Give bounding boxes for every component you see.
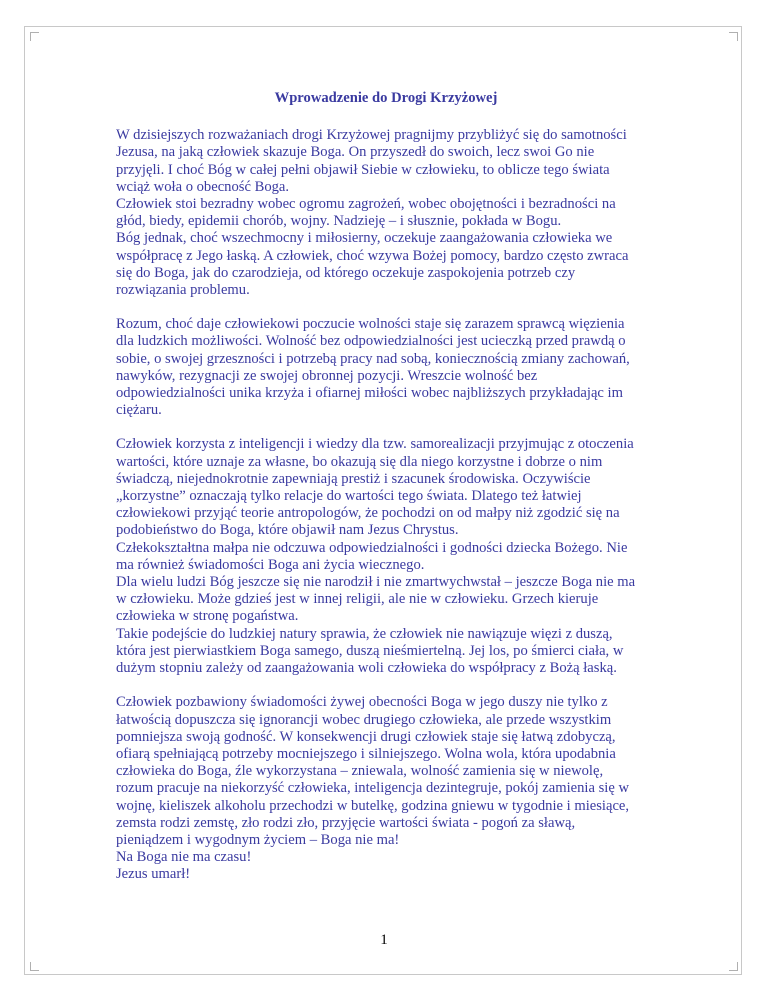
text-line: się do Boga, jak do czarodzieja, od którego oczekuje zaspokojenia potrzeb czy (116, 264, 576, 281)
text-line: głód, biedy, epidemii chorób, wojny. Nadzieję – i słusznie, pokłada w Bogu. (116, 213, 562, 230)
text-line: odpowiedzialności unika krzyża i ofiarnej miłości wobec najbliższych przykładając im (116, 385, 623, 402)
paragraph-4 (116, 694, 656, 883)
paragraph-2 (116, 316, 656, 419)
text-line: Jezus umarł! (116, 866, 191, 883)
corner-mark-bottom-left (30, 962, 39, 971)
document-body (116, 90, 656, 901)
text-line: Takie podejście do ludzkiej natury sprawia, że człowiek nie nawiązuje więzi z duszą, (116, 625, 613, 642)
corner-mark-top-left (30, 32, 39, 41)
document-title: Wprowadzenie do Drogi Krzyżowej (274, 90, 498, 106)
text-line: ciężaru. (116, 402, 162, 419)
text-line: w człowieku. Może gdzieś jest w innej religii, ale nie w człowieku. Grzech kieruje (116, 591, 599, 608)
text-line: człowiekowi przyjąć teorie antropologów, że pochodzi on od małpy niż zgodzić się na (116, 505, 620, 522)
text-line: ma również świadomości Boga ani życia wiecznego. (116, 556, 425, 573)
text-line: współpracę z Jego łaską. A człowiek, choć wzywa Bożej pomocy, bardzo często zwraca (116, 247, 629, 264)
corner-mark-top-right (729, 32, 738, 41)
text-line: dużym stopniu zależy od zaangażowania woli człowieka do współpracy z Bożą łaską. (116, 660, 617, 677)
text-line: nawyków, rezygnacji ze swojej obronnej pozycji. Wreszcie wolność bez (116, 367, 538, 384)
text-line: Człekokształtna małpa nie odczuwa odpowiedzialności i godności dziecka Bożego. Nie (116, 539, 628, 556)
text-line: pieniądzem i wygodnym życiem – Boga nie ma! (116, 831, 400, 848)
text-line: dla ludzkich możliwości. Wolność bez odpowiedzialności jest ucieczką przed prawdą o (116, 333, 626, 350)
text-line: Rozum, choć daje człowiekowi poczucie wolności staje się zarazem sprawcą więzienia (116, 316, 625, 333)
text-line: Na Boga nie ma czasu! (116, 849, 252, 866)
paragraph-3 (116, 436, 656, 677)
text-line: „korzystne” oznaczają tylko relacje do wartości tego świata. Dlatego też łatwiej (116, 488, 582, 505)
page-number: 1 (380, 932, 388, 948)
text-line: łatwością dopuszcza się ignorancji wobec drugiego człowieka, ale przede wszystkim (116, 711, 612, 728)
text-line: zemsta rodzi zemstę, zło rodzi zło, przyjęcie wartości świata - pogoń za sławą, (116, 814, 576, 831)
text-line: W dzisiejszych rozważaniach drogi Krzyżowej pragnijmy przybliżyć się do samotności (116, 127, 627, 144)
text-line: Człowiek korzysta z inteligencji i wiedzy dla tzw. samorealizacji przyjmując z otoczenia (116, 436, 634, 453)
text-line: pomniejsza swoją godność. W konsekwencji drugi człowiek staje się łatwą zdobyczą, (116, 728, 616, 745)
text-line: człowieka w stronę pogaństwa. (116, 608, 299, 625)
text-line: wartości, które uznaje za własne, bo okazują się dla niego korzystne i dobrze o nim (116, 453, 603, 470)
text-line: rozwiązania problemu. (116, 282, 250, 299)
paragraph-1 (116, 127, 656, 299)
text-line: świadczą, niejednokrotnie zapewniają prestiż i szacunek środowiska. Oczywiście (116, 470, 591, 487)
text-line: przyjęli. I choć Bóg w całej pełni objawił Siebie w człowieku, to oblicze tego świata (116, 161, 610, 178)
corner-mark-bottom-right (729, 962, 738, 971)
text-line: Bóg jednak, choć wszechmocny i miłosierny, oczekuje zaangażowania człowieka we (116, 230, 613, 247)
text-line: człowieka do Boga, źle wykorzystana – zniewala, wolność zamienia się w niewolę, (116, 763, 604, 780)
text-line: ofiarą spełniającą potrzeby mocniejszego i silniejszego. Wolna wola, która upodabnia (116, 745, 616, 762)
text-line: Człowiek pozbawiony świadomości żywej obecności Boga w jego duszy nie tylko z (116, 694, 608, 711)
text-line: Jezusa, na jaką człowiek skazuje Boga. On przyszedł do swoich, lecz swoi Go nie (116, 144, 595, 161)
text-line: Człowiek stoi bezradny wobec ogromu zagrożeń, wobec obojętności i bezradności na (116, 196, 616, 213)
text-line: rozum pracuje na niekorzyść człowieka, inteligencja dezintegruje, pokój zamienia się w (116, 780, 629, 797)
text-line: wciąż woła o obecność Boga. (116, 178, 290, 195)
text-line: Dla wielu ludzi Bóg jeszcze się nie narodził i nie zmartwychwstał – jeszcze Boga nie ma (116, 574, 636, 591)
text-line: wojnę, kieliszek alkoholu przechodzi w butelkę, godzina gniewu w tygodnie i miesiące, (116, 797, 630, 814)
text-line: która jest pierwiastkiem Boga samego, duszą nieśmiertelną. Jej los, po śmierci ciała, w (116, 642, 624, 659)
text-line: sobie, o swojej grzeszności i potrzebą pracy nad sobą, koniecznością zmiany zachowań, (116, 350, 630, 367)
text-line: podobieństwo do Boga, które objawił nam Jezus Chrystus. (116, 522, 459, 539)
